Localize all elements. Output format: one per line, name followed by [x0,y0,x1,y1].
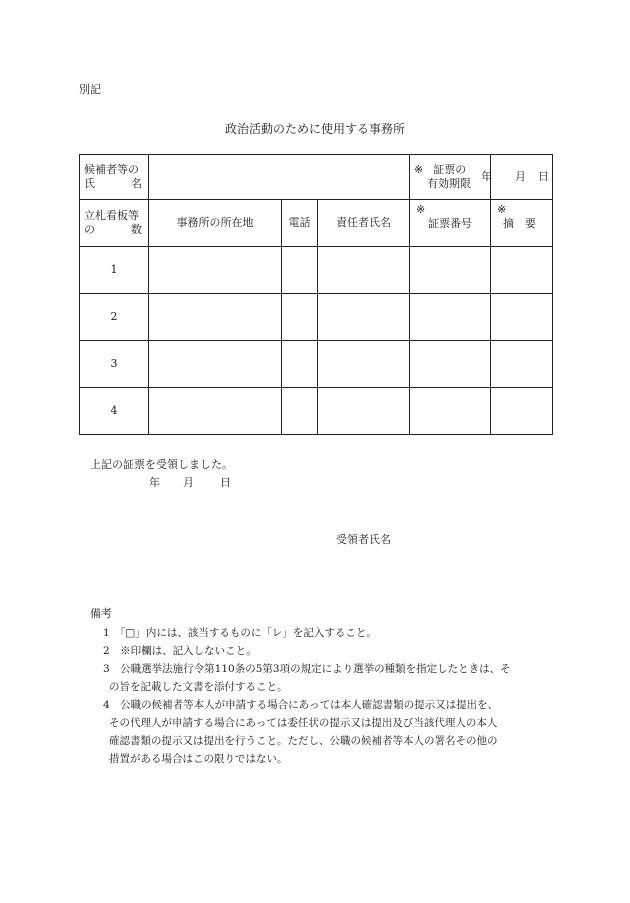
summary-cell[interactable] [491,247,553,294]
col-header-cert-number: 証票番号 [428,217,472,231]
count-label-kazu: 数 [131,223,142,236]
col-header-address: 事務所の所在地 [149,200,282,247]
candidate-label-line2 [80,177,148,191]
row-number: 4 [80,388,149,435]
cert-number-cell[interactable] [410,294,491,341]
address-cell[interactable] [149,294,282,341]
receipt-date-day: 日 [220,476,231,489]
cert-number-cell[interactable] [410,388,491,435]
note-item: 4 公職の候補者等本人が申請する場合にあっては本人確認書類の提示又は提出を、 [103,699,499,711]
expiry-label-cell [410,155,491,200]
responsible-cell[interactable] [318,247,410,294]
expiry-label-line1 [414,163,490,177]
cert-mark: ※ [416,203,426,216]
note-item: 1 「□」内には、該当するものに「レ」を記入すること。 [103,627,377,639]
col-header-phone: 電話 [282,200,318,247]
header-row [80,200,553,247]
receiver-name-label: 受領者氏名 [336,533,391,546]
summary-cell[interactable] [491,388,553,435]
phone-cell[interactable] [282,247,318,294]
page-title: 政治活動のために使用する事務所 [224,122,405,136]
count-label-no: の [84,223,95,236]
candidate-label-line1: 候補者等の [84,162,139,176]
candidate-name-cell[interactable] [149,155,410,200]
col-header-summary: 摘 要 [503,217,536,231]
note-item-continuation: の旨を記載した文書を添付すること。 [109,681,288,693]
table-row [80,341,553,388]
note-item-continuation: 確認書類の提示又は提出を行うこと。ただし、公職の候補者等本人の署名その他の [109,735,498,747]
receipt-date-month: 月 [183,476,194,489]
office-table [79,154,553,435]
col-header-summary-cell [491,200,553,247]
col-header-responsible: 責任者氏名 [318,200,410,247]
cert-number-cell[interactable] [410,247,491,294]
summary-mark: ※ [497,203,507,216]
address-cell[interactable] [149,247,282,294]
candidate-row [80,155,553,200]
receipt-date-year: 年 [149,476,160,489]
summary-cell[interactable] [491,341,553,388]
cert-number-cell[interactable] [410,341,491,388]
phone-cell[interactable] [282,388,318,435]
receipt-text: 上記の証票を受領しました。 [90,458,233,471]
col-header-cert-number-cell [410,200,491,247]
candidate-label-cell [80,155,149,200]
note-item: 2 ※印欄は、記入しないこと。 [103,645,257,657]
expiry-date-month: 月 [515,170,526,183]
count-label-line2 [80,223,148,237]
phone-cell[interactable] [282,294,318,341]
count-label-line1: 立札看板等 [84,208,139,222]
expiry-mark: ※ [414,162,424,176]
expiry-date-year: 年 [481,170,492,183]
summary-cell[interactable] [491,294,553,341]
row-number: 2 [80,294,149,341]
responsible-cell[interactable] [318,341,410,388]
candidate-label-shi: 氏 [84,177,95,190]
table-row [80,247,553,294]
table-row [80,294,553,341]
responsible-cell[interactable] [318,294,410,341]
note-item-continuation: 措置がある場合はこの限りではない。 [109,753,288,765]
count-label-cell [80,200,149,247]
expiry-date-day: 日 [538,170,549,183]
candidate-label-mei: 名 [131,177,142,190]
note-item-continuation: その代理人が申請する場合にあっては委任状の提示又は提出及び当該代理人の本人 [109,717,498,729]
note-item: 3 公職選挙法施行令第110条の5第3項の規定により選挙の種類を指定したときは、そ [103,663,511,675]
row-number: 1 [80,247,149,294]
expiry-label-text1: 証票の [433,162,467,176]
responsible-cell[interactable] [318,388,410,435]
address-cell[interactable] [149,388,282,435]
address-cell[interactable] [149,341,282,388]
notes-heading: 備考 [90,607,112,620]
phone-cell[interactable] [282,341,318,388]
expiry-label-line2: 有効期限 [427,177,471,190]
table-row [80,388,553,435]
annex-label: 別記 [79,83,101,96]
row-number: 3 [80,341,149,388]
expiry-date-cell[interactable] [481,155,553,200]
